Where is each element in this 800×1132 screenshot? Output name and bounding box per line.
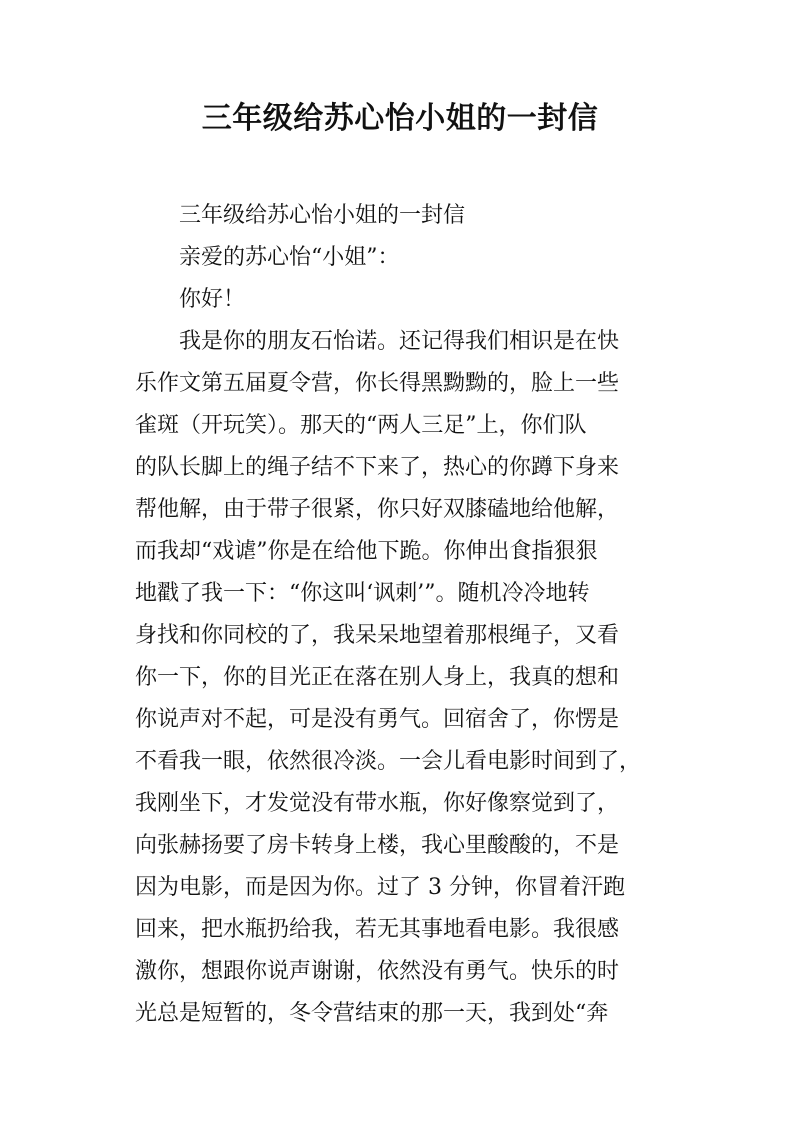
- text-line: 不看我一眼，依然很冷淡。一会儿看电影时间到了，: [135, 749, 642, 774]
- letter-heading-line: 三年级给苏心怡小姐的一封信: [179, 203, 466, 228]
- text-line: 回来，把水瓶扔给我，若无其事地看电影。我很感: [135, 917, 620, 942]
- text-line: 因为电影，而是因为你。过了 3 分钟，你冒着汗跑: [135, 875, 625, 900]
- text-line: 我刚坐下，才发觉没有带水瓶，你好像察觉到了，: [135, 791, 620, 816]
- text-line: 我是你的朋友石怡诺。还记得我们相识是在快: [179, 329, 620, 354]
- text-line: 雀斑（开玩笑）。那天的“两人三足”上，你们队: [135, 413, 587, 438]
- text-line: 身找和你同校的了，我呆呆地望着那根绳子，又看: [135, 623, 620, 648]
- letter-paragraph: [135, 321, 670, 1035]
- text-line: 帮他解，由于带子很紧，你只好双膝磕地给他解，: [135, 497, 620, 522]
- text-line: 光总是短暂的，冬令营结束的那一天，我到处“奔: [135, 1001, 609, 1026]
- letter-salutation: 亲爱的苏心怡“小姐”：: [179, 245, 400, 270]
- text-line: 激你，想跟你说声谢谢，依然没有勇气。快乐的时: [135, 959, 620, 984]
- text-line: 而我却“戏谑”你是在给他下跪。你伸出食指狠狠: [135, 539, 598, 564]
- text-line: 的队长脚上的绳子结不下来了，热心的你蹲下身来: [135, 455, 620, 480]
- letter-greeting: 你好！: [179, 287, 246, 312]
- text-line: 你一下，你的目光正在落在别人身上，我真的想和: [135, 665, 620, 690]
- text-line: 向张赫扬要了房卡转身上楼，我心里酸酸的，不是: [135, 833, 620, 858]
- text-line: 乐作文第五届夏令营，你长得黑黝黝的，脸上一些: [135, 371, 620, 396]
- document-title: 三年级给苏心怡小姐的一封信: [201, 101, 599, 136]
- letter-body: [135, 195, 670, 1035]
- text-line: 你说声对不起，可是没有勇气。回宿舍了，你愣是: [135, 707, 620, 732]
- text-line: 地戳了我一下：“你这叫‘讽刺’”。随机冷冷地转: [135, 581, 590, 606]
